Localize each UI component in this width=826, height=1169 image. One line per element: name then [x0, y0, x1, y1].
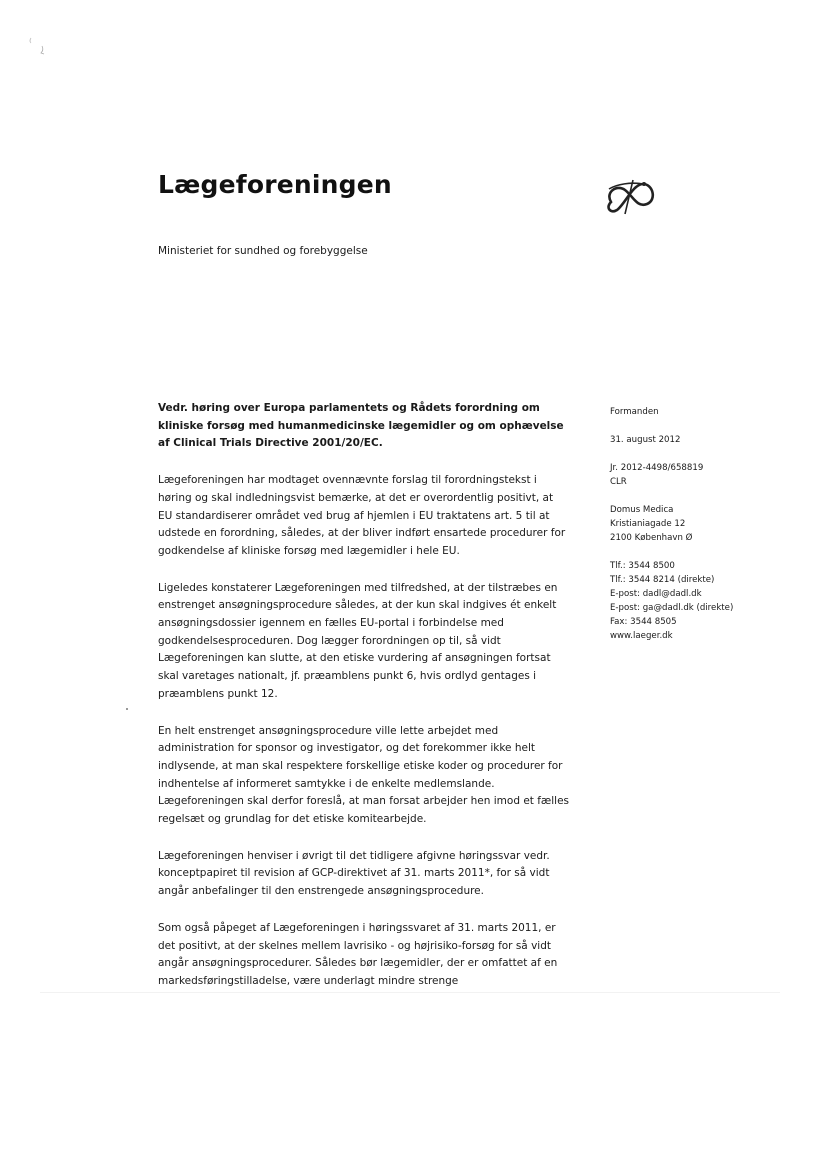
contact-line: E-post: dadl@dadl.dk	[610, 589, 702, 599]
scan-dot	[126, 708, 128, 710]
letter-date: 31. august 2012	[610, 435, 681, 445]
contact-line: Tlf.: 3544 8214 (direkte)	[610, 575, 715, 585]
letter-sidebar	[610, 405, 760, 643]
recipient-address: Ministeriet for sundhed og forebyggelse	[158, 245, 368, 257]
contact-line: Tlf.: 3544 8500	[610, 561, 675, 571]
letter-subject: Vedr. høring over Europa parlamentets og Rådets forordning om kliniske forsøg med humanmedicinske lægemidler og om ophævelse af Clinical Trials Directive 2001/20/EC.	[158, 402, 564, 450]
scan-fold-line	[40, 992, 780, 993]
scan-artifact-mark	[26, 34, 56, 64]
snake-staff-logo-icon	[603, 176, 657, 216]
paragraph: Lægeforeningen har modtaget ovennævnte forslag til forordningstekst i høring og skal indledningsvist bemærke, at det er overordentlig positivt, at EU standardiserer området ved brug af hjemlen i EU traktatens art. 5 til at udstede en forordning, således, at der bliver indført ensartede procedurer for godkendelse af kliniske forsøg med lægemidler i hele EU.	[158, 474, 566, 557]
paragraph: Ligeledes konstaterer Lægeforeningen med tilfredshed, at der tilstræbes en enstrenget ansøgningsprocedure således, at der kun skal indgives ét enkelt ansøgningsdossier igennem en fælles EU-portal i forbindelse med godkendelsesproceduren. Dog lægger forordningen op til, så vidt Lægeforeningen kan slutte, at den etiske vurdering af ansøgningen fortsat skal varetages nationalt, jf. præamblens punkt 6, hvis ordlyd gentages i præamblens punkt 12.	[158, 581, 558, 700]
contact-line: E-post: ga@dadl.dk (direkte)	[610, 603, 734, 613]
address-line: Kristianiagade 12	[610, 519, 686, 529]
sender-role: Formanden	[610, 407, 659, 417]
contact-line: Fax: 3544 8505	[610, 617, 677, 627]
paragraph: En helt enstrenget ansøgningsprocedure ville lette arbejdet med administration for sponsor og investigator, og det forekommer ikke helt indlysende, at man skal respektere forskellige etiske koder og procedurer for indhentelse af informeret samtykke i de enkelte medlemslande. Lægeforeningen skal derfor foreslå, at man forsat arbejder hen imod et fælles regelsæt og grundlag for det etiske komitearbejde.	[158, 724, 570, 826]
address-line: Domus Medica	[610, 505, 674, 515]
paragraph: Lægeforeningen henviser i øvrigt til det tidligere afgivne høringssvar vedr. konceptpapiret til revision af GCP-direktivet af 31. marts 2011*, for så vidt angår anbefalinger til den enstrengede ansøgningsprocedure.	[158, 849, 550, 898]
journal-number: Jr. 2012-4498/658819	[610, 463, 704, 473]
initials: CLR	[610, 477, 627, 487]
letter-body	[158, 400, 570, 1010]
paragraph: Som også påpeget af Lægeforeningen i høringssvaret af 31. marts 2011, er det positivt, at der skelnes mellem lavrisiko - og højrisiko-forsøg for så vidt angår ansøgningsprocedurer. Således bør lægemidler, der er omfattet af en markedsføringstilladelse, være underlagt mindre strenge	[158, 921, 558, 987]
address-line: 2100 København Ø	[610, 533, 693, 543]
organization-name: Lægeforeningen	[158, 170, 392, 199]
website-link[interactable]: www.laeger.dk	[610, 631, 673, 641]
